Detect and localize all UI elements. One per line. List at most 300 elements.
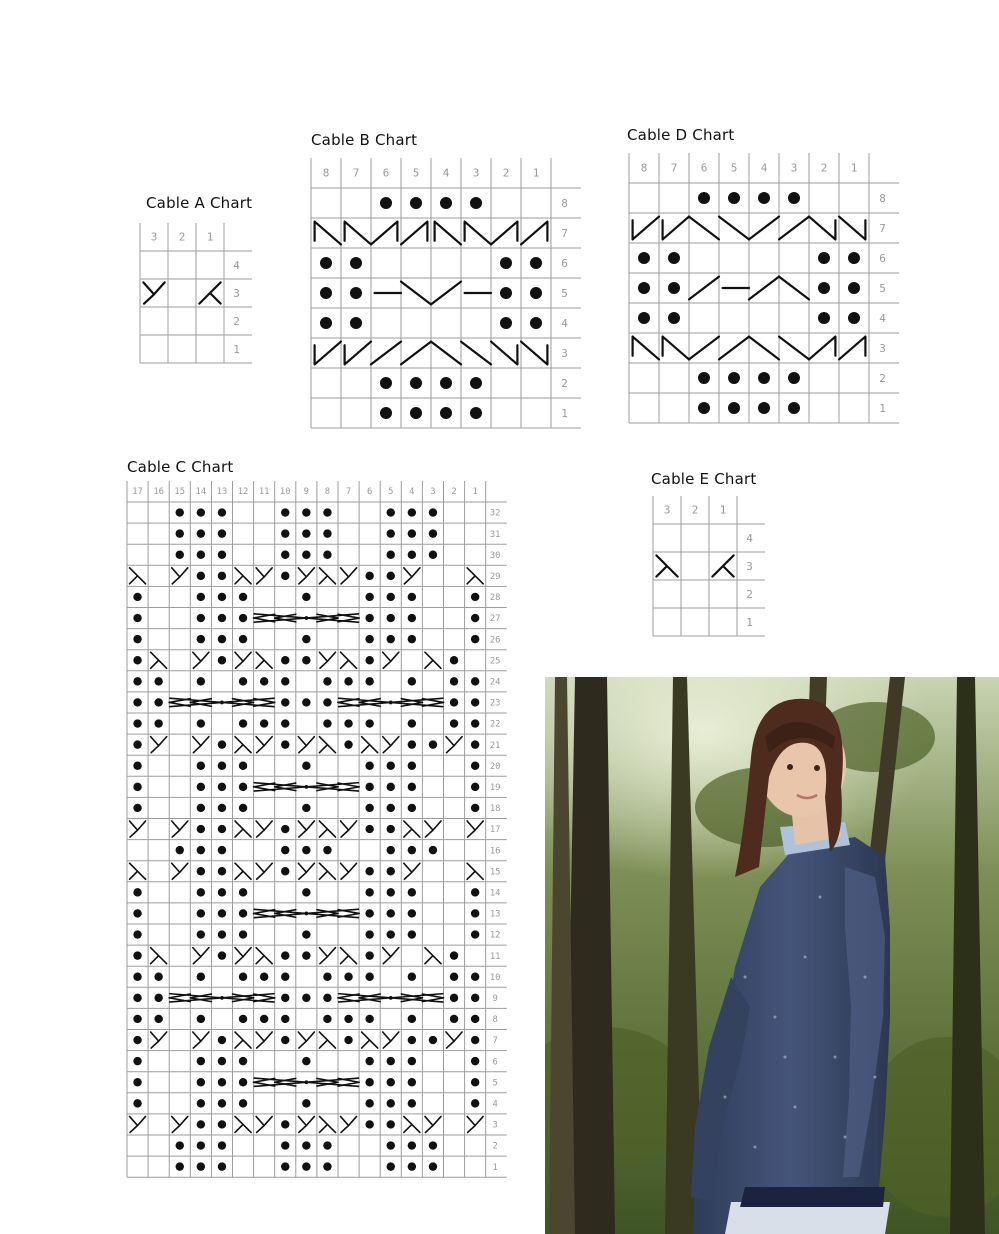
purl-dot xyxy=(281,508,289,516)
row-number: 1 xyxy=(561,406,568,420)
purl-dot xyxy=(344,719,352,727)
cable-line xyxy=(663,337,689,360)
purl-dot xyxy=(450,656,458,664)
purl-dot xyxy=(302,1162,310,1170)
cross-symbol xyxy=(235,568,251,584)
cross-symbol xyxy=(656,555,677,576)
purl-dot xyxy=(450,719,458,727)
purl-dot xyxy=(387,867,395,875)
row-number: 29 xyxy=(489,571,501,582)
purl-dot xyxy=(429,1036,437,1044)
cable-e-chart xyxy=(653,496,771,636)
row-number: 18 xyxy=(489,804,501,815)
purl-dot xyxy=(380,377,392,389)
row-number: 31 xyxy=(489,529,501,540)
cross-symbol xyxy=(404,568,420,584)
purl-dot xyxy=(218,1099,226,1107)
purl-dot xyxy=(281,529,289,537)
purl-dot xyxy=(408,719,416,727)
purl-dot xyxy=(197,1015,205,1023)
purl-dot xyxy=(365,762,373,770)
purl-dot xyxy=(387,614,395,622)
purl-dot xyxy=(239,614,247,622)
purl-dot xyxy=(387,1078,395,1086)
purl-dot xyxy=(218,783,226,791)
purl-dot xyxy=(380,407,392,419)
purl-dot xyxy=(281,846,289,854)
purl-dot xyxy=(323,677,331,685)
purl-dot xyxy=(471,888,479,896)
purl-dot xyxy=(410,197,422,209)
cross-symbol xyxy=(256,1032,272,1048)
cable-line xyxy=(839,217,865,240)
purl-dot xyxy=(218,951,226,959)
purl-dot xyxy=(471,698,479,706)
row-number: 1 xyxy=(746,615,753,629)
purl-dot xyxy=(218,804,226,812)
purl-dot xyxy=(260,677,268,685)
row-number: 6 xyxy=(879,251,886,265)
purl-dot xyxy=(197,1162,205,1170)
purl-dot xyxy=(408,762,416,770)
cable-line xyxy=(689,277,719,300)
purl-dot xyxy=(365,593,373,601)
purl-dot xyxy=(218,572,226,580)
cross-symbol xyxy=(151,737,167,753)
purl-dot xyxy=(239,973,247,981)
cable-b-chart xyxy=(311,158,587,430)
row-number: 7 xyxy=(879,221,886,235)
purl-dot xyxy=(408,783,416,791)
purl-dot xyxy=(408,1099,416,1107)
purl-dot xyxy=(387,551,395,559)
purl-dot xyxy=(365,930,373,938)
cross-symbol xyxy=(362,737,378,753)
purl-dot xyxy=(387,1120,395,1128)
row-number: 4 xyxy=(879,311,886,325)
cross-symbol xyxy=(446,737,462,753)
column-number: 2 xyxy=(451,487,457,498)
purl-dot xyxy=(323,1015,331,1023)
purl-dot xyxy=(176,846,184,854)
purl-dot xyxy=(281,1162,289,1170)
purl-dot xyxy=(218,1057,226,1065)
purl-dot xyxy=(133,973,141,981)
purl-dot xyxy=(344,740,352,748)
purl-dot xyxy=(530,317,542,329)
purl-dot xyxy=(788,372,800,384)
purl-dot xyxy=(350,317,362,329)
purl-dot xyxy=(154,1015,162,1023)
cross-symbol xyxy=(319,1116,335,1132)
purl-dot xyxy=(408,614,416,622)
purl-dot xyxy=(408,1015,416,1023)
purl-dot xyxy=(133,698,141,706)
purl-dot xyxy=(408,635,416,643)
purl-dot xyxy=(530,287,542,299)
row-number: 26 xyxy=(489,635,501,646)
cable-line xyxy=(431,342,461,365)
column-number: 4 xyxy=(409,487,415,498)
cable-line xyxy=(491,342,517,365)
row-number: 1 xyxy=(233,342,240,356)
purl-dot xyxy=(429,529,437,537)
column-number: 6 xyxy=(366,487,373,498)
purl-dot xyxy=(197,529,205,537)
purl-dot xyxy=(848,312,860,324)
purl-dot xyxy=(302,1057,310,1065)
cable-line xyxy=(633,337,659,360)
cross-symbol xyxy=(193,1032,209,1048)
purl-dot xyxy=(197,614,205,622)
purl-dot xyxy=(281,1015,289,1023)
purl-dot xyxy=(218,930,226,938)
column-number: 8 xyxy=(640,161,648,175)
cross-symbol xyxy=(130,568,146,584)
purl-dot xyxy=(408,888,416,896)
column-number: 5 xyxy=(730,161,738,175)
cross-symbol xyxy=(341,652,357,668)
row-number: 14 xyxy=(489,888,501,899)
purl-dot xyxy=(197,635,205,643)
purl-dot xyxy=(323,1162,331,1170)
purl-dot xyxy=(133,656,141,664)
purl-dot xyxy=(302,656,310,664)
cross-symbol xyxy=(193,948,209,964)
purl-dot xyxy=(260,973,268,981)
purl-dot xyxy=(365,1099,373,1107)
purl-dot xyxy=(848,252,860,264)
purl-dot xyxy=(281,572,289,580)
purl-dot xyxy=(365,825,373,833)
cross-symbol xyxy=(298,1116,314,1132)
cable-line xyxy=(491,222,517,245)
purl-dot xyxy=(440,377,452,389)
purl-dot xyxy=(133,635,141,643)
purl-dot xyxy=(365,719,373,727)
purl-dot xyxy=(197,677,205,685)
cable-line xyxy=(779,277,809,300)
purl-dot xyxy=(302,508,310,516)
purl-dot xyxy=(302,804,310,812)
purl-dot xyxy=(281,677,289,685)
row-number: 28 xyxy=(489,593,501,604)
cross-symbol xyxy=(425,948,441,964)
purl-dot xyxy=(470,377,482,389)
purl-dot xyxy=(218,614,226,622)
row-number: 8 xyxy=(879,191,886,205)
cable-line xyxy=(371,342,401,365)
purl-dot xyxy=(450,677,458,685)
purl-dot xyxy=(365,1057,373,1065)
purl-dot xyxy=(471,783,479,791)
purl-dot xyxy=(450,994,458,1002)
purl-dot xyxy=(133,677,141,685)
purl-dot xyxy=(320,257,332,269)
cable-line xyxy=(779,337,809,360)
cross-symbol xyxy=(319,652,335,668)
sweater-photo xyxy=(545,677,999,1234)
purl-dot xyxy=(218,762,226,770)
purl-dot xyxy=(218,1078,226,1086)
purl-dot xyxy=(471,1015,479,1023)
purl-dot xyxy=(758,402,770,414)
purl-dot xyxy=(408,1078,416,1086)
purl-dot xyxy=(350,257,362,269)
row-number: 24 xyxy=(489,677,501,688)
purl-dot xyxy=(176,508,184,516)
purl-dot xyxy=(429,1162,437,1170)
purl-dot xyxy=(154,677,162,685)
purl-dot xyxy=(260,719,268,727)
cross-symbol xyxy=(298,863,314,879)
cross-symbol xyxy=(235,863,251,879)
row-number: 19 xyxy=(489,782,501,793)
purl-dot xyxy=(281,698,289,706)
purl-dot xyxy=(788,192,800,204)
column-number: 7 xyxy=(352,166,360,180)
column-number: 1 xyxy=(719,503,727,517)
purl-dot xyxy=(758,192,770,204)
purl-dot xyxy=(408,973,416,981)
purl-dot xyxy=(197,572,205,580)
row-number: 3 xyxy=(233,286,240,300)
purl-dot xyxy=(133,994,141,1002)
column-number: 9 xyxy=(303,487,310,498)
purl-dot xyxy=(218,740,226,748)
purl-dot xyxy=(758,372,770,384)
purl-dot xyxy=(387,1162,395,1170)
column-number: 3 xyxy=(150,230,158,244)
row-number: 2 xyxy=(561,376,568,390)
row-number: 5 xyxy=(879,281,886,295)
purl-dot xyxy=(239,719,247,727)
purl-dot xyxy=(638,252,650,264)
column-number: 3 xyxy=(663,503,671,517)
purl-dot xyxy=(668,312,680,324)
column-number: 7 xyxy=(670,161,678,175)
cable-line xyxy=(749,217,779,240)
purl-dot xyxy=(365,635,373,643)
column-number: 13 xyxy=(216,487,228,498)
column-number: 1 xyxy=(206,230,214,244)
cross-symbol xyxy=(172,568,188,584)
cross-symbol xyxy=(256,821,272,837)
column-number: 15 xyxy=(174,487,186,498)
cross-symbol xyxy=(341,863,357,879)
cross-symbol xyxy=(130,863,146,879)
purl-dot xyxy=(176,1141,184,1149)
purl-dot xyxy=(239,1015,247,1023)
cable-line xyxy=(521,342,547,365)
purl-dot xyxy=(133,1099,141,1107)
purl-dot xyxy=(471,994,479,1002)
cross-symbol xyxy=(425,1116,441,1132)
purl-dot xyxy=(197,593,205,601)
cable-line xyxy=(521,222,547,245)
cross-symbol xyxy=(319,568,335,584)
purl-dot xyxy=(408,551,416,559)
purl-dot xyxy=(281,1141,289,1149)
purl-dot xyxy=(471,1036,479,1044)
purl-dot xyxy=(500,317,512,329)
purl-dot xyxy=(728,402,740,414)
purl-dot xyxy=(302,529,310,537)
purl-dot xyxy=(471,1099,479,1107)
purl-dot xyxy=(197,804,205,812)
cable-line xyxy=(719,337,749,360)
column-number: 5 xyxy=(388,487,394,498)
purl-dot xyxy=(818,312,830,324)
purl-dot xyxy=(323,529,331,537)
purl-dot xyxy=(440,197,452,209)
row-number: 21 xyxy=(489,740,501,751)
cross-symbol xyxy=(425,652,441,668)
purl-dot xyxy=(323,846,331,854)
purl-dot xyxy=(197,930,205,938)
purl-dot xyxy=(154,719,162,727)
purl-dot xyxy=(471,635,479,643)
cable-a-chart xyxy=(140,223,258,363)
cable-line xyxy=(719,217,749,240)
purl-dot xyxy=(320,317,332,329)
purl-dot xyxy=(218,909,226,917)
purl-dot xyxy=(281,1120,289,1128)
cable-line xyxy=(749,337,779,360)
column-number: 7 xyxy=(345,487,352,498)
purl-dot xyxy=(365,1120,373,1128)
purl-dot xyxy=(197,1078,205,1086)
cross-symbol xyxy=(362,1032,378,1048)
column-number: 14 xyxy=(195,487,207,498)
purl-dot xyxy=(218,867,226,875)
column-number: 1 xyxy=(532,166,540,180)
purl-dot xyxy=(471,804,479,812)
purl-dot xyxy=(429,846,437,854)
purl-dot xyxy=(344,1015,352,1023)
row-number: 11 xyxy=(489,951,501,962)
row-number: 12 xyxy=(489,930,501,941)
purl-dot xyxy=(365,783,373,791)
purl-dot xyxy=(365,867,373,875)
cross-symbol xyxy=(298,568,314,584)
column-number: 2 xyxy=(178,230,186,244)
purl-dot xyxy=(344,1036,352,1044)
purl-dot xyxy=(239,635,247,643)
purl-dot xyxy=(133,1036,141,1044)
purl-dot xyxy=(302,888,310,896)
cable-c-title: Cable C Chart xyxy=(127,458,234,476)
purl-dot xyxy=(197,1057,205,1065)
cross-symbol xyxy=(319,948,335,964)
purl-dot xyxy=(408,846,416,854)
cross-symbol xyxy=(446,1032,462,1048)
purl-dot xyxy=(218,635,226,643)
cross-symbol xyxy=(193,652,209,668)
purl-dot xyxy=(302,930,310,938)
cable-line xyxy=(461,342,491,365)
purl-dot xyxy=(323,973,331,981)
cross-symbol xyxy=(130,1116,146,1132)
cable-line xyxy=(401,282,431,305)
cross-symbol xyxy=(235,948,251,964)
purl-dot xyxy=(133,740,141,748)
cross-symbol xyxy=(383,948,399,964)
row-number: 4 xyxy=(561,316,568,330)
row-number: 27 xyxy=(489,614,501,625)
purl-dot xyxy=(728,372,740,384)
purl-dot xyxy=(387,1099,395,1107)
cable-d-title: Cable D Chart xyxy=(627,126,735,144)
purl-dot xyxy=(818,252,830,264)
purl-dot xyxy=(471,614,479,622)
column-number: 16 xyxy=(153,487,164,498)
purl-dot xyxy=(239,804,247,812)
column-number: 17 xyxy=(132,487,143,498)
row-number: 4 xyxy=(492,1099,498,1110)
purl-dot xyxy=(450,951,458,959)
column-number: 4 xyxy=(760,161,768,175)
purl-dot xyxy=(365,677,373,685)
purl-dot xyxy=(133,614,141,622)
purl-dot xyxy=(408,740,416,748)
row-number: 2 xyxy=(233,314,240,328)
column-number: 10 xyxy=(279,487,291,498)
purl-dot xyxy=(323,994,331,1002)
purl-dot xyxy=(429,508,437,516)
cable-line xyxy=(779,217,809,240)
cross-symbol xyxy=(319,1032,335,1048)
cross-symbol xyxy=(404,863,420,879)
purl-dot xyxy=(471,677,479,685)
cable-c-chart xyxy=(127,481,514,1177)
purl-dot xyxy=(365,656,373,664)
purl-dot xyxy=(788,402,800,414)
purl-dot xyxy=(440,407,452,419)
cable-line xyxy=(689,217,719,240)
purl-dot xyxy=(218,825,226,833)
row-number: 8 xyxy=(492,1015,498,1026)
row-number: 23 xyxy=(489,698,501,709)
cross-symbol xyxy=(256,652,272,668)
cross-symbol xyxy=(256,863,272,879)
purl-dot xyxy=(429,740,437,748)
row-number: 32 xyxy=(489,508,501,519)
purl-dot xyxy=(133,593,141,601)
purl-dot xyxy=(450,1015,458,1023)
cable-line xyxy=(465,222,491,245)
purl-dot xyxy=(323,508,331,516)
column-number: 3 xyxy=(472,166,480,180)
row-number: 6 xyxy=(561,256,568,270)
purl-dot xyxy=(218,846,226,854)
purl-dot xyxy=(302,951,310,959)
purl-dot xyxy=(133,1057,141,1065)
purl-dot xyxy=(365,1015,373,1023)
purl-dot xyxy=(197,867,205,875)
purl-dot xyxy=(154,698,162,706)
cross-symbol xyxy=(235,1116,251,1132)
purl-dot xyxy=(281,825,289,833)
cable-line xyxy=(401,342,431,365)
purl-dot xyxy=(450,973,458,981)
purl-dot xyxy=(239,783,247,791)
purl-dot xyxy=(365,973,373,981)
purl-dot xyxy=(387,762,395,770)
purl-dot xyxy=(176,529,184,537)
row-number: 16 xyxy=(489,846,501,857)
cable-line xyxy=(809,217,835,240)
